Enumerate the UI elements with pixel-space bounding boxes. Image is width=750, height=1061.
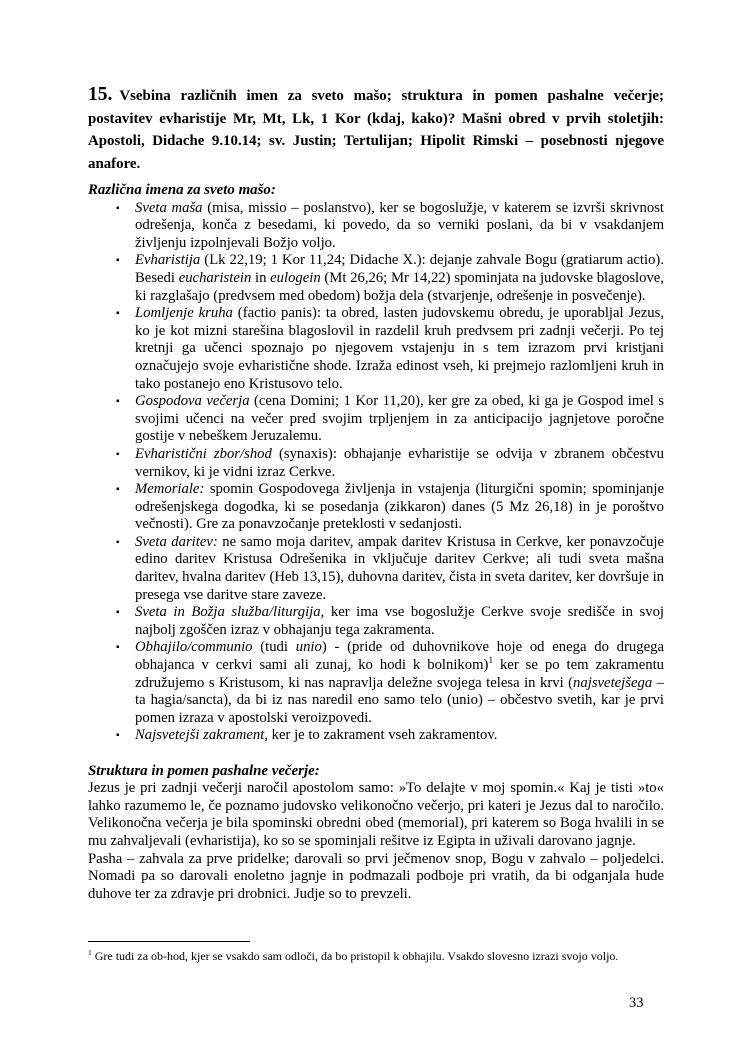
list-item-text: Memoriale: spomin Gospodovega življenja in vstajenja (liturgični spomin; spominjanje odrešenjskega dogodka, ki se posedanja (zikkaron) danes (5 Mz 26,18) in je poroštvo večnosti). Gre za ponavzočanje preteklosti v sedanjosti.	[135, 481, 664, 533]
paragraph-pasha: Pasha – zahvala za prve pridelke; darovali so prvi ječmenov snop, Bogu v zahvalo – poljedelci. Nomadi pa so darovali enoletno jagnje in podmazali podboje pri vratih, da bi odganjala hude duhove ter za zdravje pri drobnici. Judje so to prevzeli.	[88, 850, 664, 902]
list-item	[88, 305, 664, 393]
paragraph-last-supper: Jezus je pri zadnji večerji naročil apostolom samo: »To delajte v moj spomin.« Kaj je tisti »to« lahko razumemo le, če poznamo judovsko velikonočno večerjo, pri kateri je Jezus dal to naročilo. Velikonočna večerja je bila spominski obredni obed (memorial), pri katerem so Boga hvalili in se mu zahvaljevali (evharistija), ko so se spominjali rešitve iz Egipta in uživali darovano jagnje.	[88, 780, 664, 849]
footnote-text	[88, 949, 664, 964]
list-item-text: Sveta daritev: ne samo moja daritev, ampak daritev Kristusa in Cerkve, ker ponavzočuje edino daritev Kristusa Odrešenika in vključuje daritev Cerkve; ali tudi sveta mašna daritev, hvalna daritev (Heb 13,15), duhovna daritev, čista in sveta daritev, ker dovršuje in presega vse daritve stare zaveze.	[135, 533, 665, 603]
bullet-icon: ▪	[116, 484, 120, 496]
bullet-icon: ▪	[116, 396, 120, 408]
footnote	[88, 941, 664, 964]
names-list	[88, 200, 664, 745]
footnote-body: Gre tudi za ob-hod, kjer se vsakdo sam odloči, da bo pristopil k obhajilu. Vsakdo slovesno izrazi svojo voljo.	[94, 949, 619, 963]
footnote-marker: 1	[88, 948, 92, 957]
list-item	[88, 604, 664, 639]
page-content	[88, 84, 664, 903]
bullet-icon: ▪	[116, 642, 120, 654]
question-number: 15.	[88, 84, 113, 105]
list-item-text: Lomljenje kruha (factio panis): ta obred, lasten judovskemu obredu, je uporabljal Jezus, ko je kot mizni starešina blagoslovil in razdelil kruh predvsem pri zadnji večerji. Po tej kretnji ga učenci spoznajo po njegovem vstajenju in s tem izrazom prvi kristjani označujejo svoje evharistične shode. Izraža edinost vseh, ki prejmejo razlomljeni kruh in tako postanejo eno Kristusovo telo.	[135, 305, 664, 392]
list-item	[88, 252, 664, 305]
bullet-icon: ▪	[116, 730, 120, 742]
list-item-text: Evharistija (Lk 22,19; 1 Kor 11,24; Didache X.): dejanje zahvale Bogu (gratiarum actio). Besedi eucharistein in eulogein (Mt 26,26; Mr 14,22) spominjata na judovske blagoslove, ki razglašajo (predvsem med obedom) božja dela (stvarjenje, odrešenje in posvečenje).	[135, 252, 664, 304]
list-item	[88, 481, 664, 534]
bullet-icon: ▪	[116, 308, 120, 320]
list-item	[88, 639, 664, 727]
section-gap	[88, 745, 664, 763]
bullet-icon: ▪	[116, 255, 120, 267]
list-item	[88, 393, 664, 446]
bullet-icon: ▪	[116, 448, 120, 460]
bullet-icon: ▪	[116, 607, 120, 619]
question-title	[88, 84, 664, 175]
bullet-icon: ▪	[116, 202, 120, 214]
list-item-text: Sveta maša (misa, missio – poslanstvo), ker se bogoslužje, v katerem se izvrši skrivnost odrešenja, konča z besedami, ki povedo, da so verniki poslani, da bi v vsakdanjem življenju izpolnjevali Božjo voljo.	[135, 199, 665, 251]
list-item-text: Sveta in Božja služba/liturgija, ker ima vse bogoslužje Cerkve svoje središče in svoj najbolj zgoščen izraz v obhajanju tega zakramenta.	[135, 604, 665, 638]
list-item	[88, 534, 664, 604]
page-number: 33	[629, 995, 644, 1011]
list-item	[88, 727, 664, 745]
list-item	[88, 200, 664, 253]
list-item	[88, 446, 664, 481]
list-item-text: Gospodova večerja (cena Domini; 1 Kor 11,20), ker gre za obed, ki ga je Gospod imel s svojimi učenci na večer pred svojim trpljenjem in za anticipacijo jagnjetove poročne gostije v nebeškem Jeruzalemu.	[135, 393, 664, 445]
list-item-text: Obhajilo/communio (tudi unio) - (pride od duhovnikove hoje od enega do drugega obhajanca v cerkvi sami ali zunaj, ko hodi k bolnikom)$^1$ ker se po tem zakramentu združujemo s Kristusom, ki nas napravlja deležne svojega telesa in krvi (najsvetejšega – ta hagia/sancta), da bi iz nas naredil eno samo telo (unio) – občestvo svetih, kar je prvi pomen izraza v apostolski veroizpovedi.	[135, 639, 665, 726]
footnote-separator	[88, 941, 250, 942]
section-heading-names: Različna imena za sveto mašo:	[88, 182, 276, 198]
list-item-text: Najsvetejši zakrament, ker je to zakrament vseh zakramentov.	[135, 727, 498, 744]
section-heading-structure: Struktura in pomen pashalne večerje:	[88, 762, 320, 779]
question-title-text: Vsebina različnih imen za sveto mašo; struktura in pomen pashalne večerje; postavitev evharistije Mr, Mt, Lk, 1 Kor (kdaj, kako)? Mašni obred v prvih stoletjih: Apostoli, Didache 9.10.14; sv. Justin; Tertulijan; Hipolit Rimski – posebnosti njegove anafore.	[88, 88, 664, 172]
list-item-text: Evharistični zbor/shod (synaxis): obhajanje evharistije se odvija v zbranem občestvu vernikov, ki je vidni izraz Cerkve.	[135, 445, 664, 480]
bullet-icon: ▪	[116, 536, 120, 548]
